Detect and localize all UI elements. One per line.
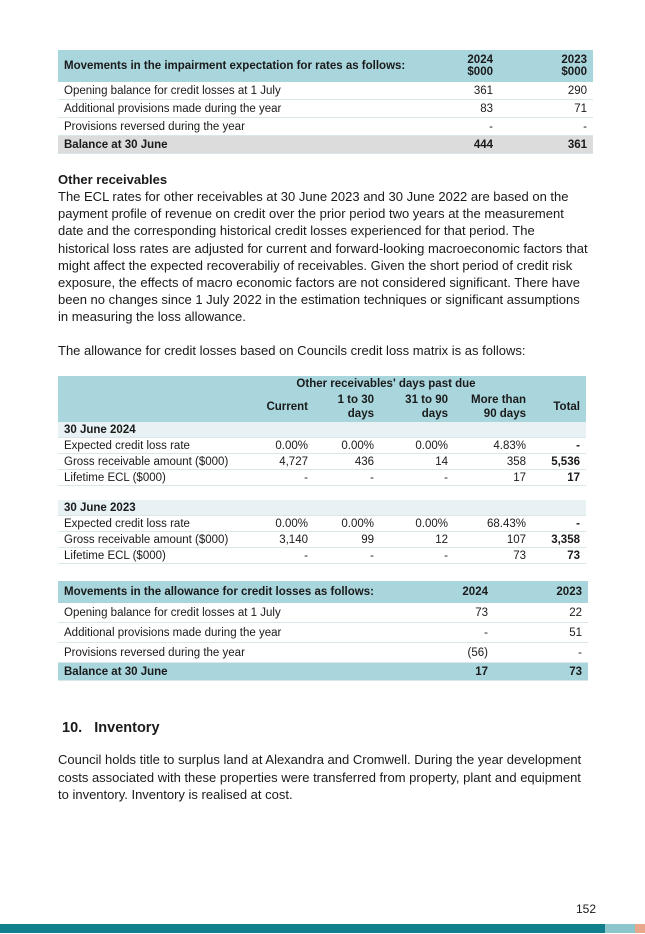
- row-label: Gross receivable amount ($000): [58, 532, 240, 548]
- section-title-2023: 30 June 2023: [58, 500, 586, 516]
- row-label: Additional provisions made during the year: [58, 623, 412, 643]
- cell-more-than-90: 4.83%: [454, 438, 532, 454]
- cell-total: 5,536: [532, 454, 586, 470]
- inventory-heading: 10. Inventory: [62, 720, 160, 736]
- impairment-rates-table: [58, 50, 593, 154]
- cell-1-to-30: 436: [314, 454, 380, 470]
- row-label: Balance at 30 June: [58, 136, 427, 154]
- value-2023: -: [494, 643, 588, 663]
- value-2024: 361: [427, 82, 499, 100]
- cell-31-to-90: 0.00%: [380, 516, 454, 532]
- cell-total: 3,358: [532, 532, 586, 548]
- header-line: 90 days: [483, 408, 526, 420]
- table-row: [58, 532, 586, 548]
- section-title-row: [58, 500, 586, 516]
- credit-loss-matrix-table: [58, 376, 586, 564]
- allowance-credit-losses-table: [58, 581, 588, 681]
- value-2024: 444: [427, 136, 499, 154]
- header-line: days: [347, 408, 374, 420]
- table-row: [58, 118, 593, 136]
- column-header-year: 2023: [561, 54, 587, 66]
- column-header-year: 2024: [467, 54, 493, 66]
- value-2023: 290: [499, 82, 593, 100]
- cell-more-than-90: 17: [454, 470, 532, 486]
- value-2023: 73: [494, 663, 588, 681]
- value-2024: 73: [412, 603, 494, 623]
- row-label: Expected credit loss rate: [58, 438, 240, 454]
- cell-31-to-90: -: [380, 470, 454, 486]
- cell-1-to-30: 0.00%: [314, 516, 380, 532]
- footer-bar-accent: [635, 924, 645, 933]
- value-2023: 361: [499, 136, 593, 154]
- table-row: [58, 100, 593, 118]
- footer-bar-light: [605, 924, 635, 933]
- row-label: Provisions reversed during the year: [58, 118, 427, 136]
- page-number: 152: [576, 902, 597, 916]
- row-label: Additional provisions made during the year: [58, 100, 427, 118]
- cell-total: -: [532, 438, 586, 454]
- value-2024: -: [427, 118, 499, 136]
- cell-current: -: [240, 548, 314, 564]
- section-title-row: [58, 422, 586, 438]
- row-label: Lifetime ECL ($000): [58, 548, 240, 564]
- other-receivables-heading: Other receivables: [58, 172, 168, 187]
- value-2023: 22: [494, 603, 588, 623]
- cell-total: -: [532, 516, 586, 532]
- cell-31-to-90: 0.00%: [380, 438, 454, 454]
- row-label: Opening balance for credit losses at 1 July: [58, 603, 412, 623]
- header-spacer: [58, 392, 240, 422]
- cell-1-to-30: 99: [314, 532, 380, 548]
- cell-1-to-30: -: [314, 470, 380, 486]
- balance-row: [58, 136, 593, 154]
- table-header-row: [58, 581, 588, 603]
- table-header-label: Movements in the impairment expectation for rates as follows:: [58, 50, 427, 82]
- table-row: [58, 516, 586, 532]
- spacer-cell: [58, 486, 586, 501]
- value-2023: 71: [499, 100, 593, 118]
- column-header-2023: 2023: [494, 581, 588, 603]
- row-label: Expected credit loss rate: [58, 516, 240, 532]
- cell-current: 4,727: [240, 454, 314, 470]
- table-row: [58, 454, 586, 470]
- table-row: [58, 623, 588, 643]
- column-header-2023: [499, 50, 593, 82]
- column-header-current: Current: [240, 392, 314, 422]
- cell-current: -: [240, 470, 314, 486]
- header-line: days: [421, 408, 448, 420]
- table-row: [58, 548, 586, 564]
- row-label: Lifetime ECL ($000): [58, 470, 240, 486]
- balance-row: [58, 663, 588, 681]
- section-title-2024: 30 June 2024: [58, 422, 586, 438]
- column-header-more-than-90: [454, 392, 532, 422]
- table-header-row: [58, 50, 593, 82]
- cell-1-to-30: -: [314, 548, 380, 564]
- table-header-row: [58, 392, 586, 422]
- cell-current: 3,140: [240, 532, 314, 548]
- column-header-2024: [427, 50, 499, 82]
- table-header-row: [58, 376, 586, 392]
- inventory-paragraph: Council holds title to surplus land at Alexandra and Cromwell. During the year development costs associated with these properties were transferred from property, plant and equipment to inventory. Inventory is realised at cost.: [58, 752, 582, 802]
- cell-more-than-90: 68.43%: [454, 516, 532, 532]
- value-2024: 83: [427, 100, 499, 118]
- cell-current: 0.00%: [240, 438, 314, 454]
- cell-more-than-90: 107: [454, 532, 532, 548]
- column-header-unit: $000: [467, 66, 493, 78]
- table-row: [58, 643, 588, 663]
- column-header-1-to-30: [314, 392, 380, 422]
- column-header-31-to-90: [380, 392, 454, 422]
- cell-1-to-30: 0.00%: [314, 438, 380, 454]
- row-label: Balance at 30 June: [58, 663, 412, 681]
- spacer-row: [58, 486, 586, 501]
- value-2023: -: [499, 118, 593, 136]
- column-header-unit: $000: [561, 66, 587, 78]
- cell-31-to-90: -: [380, 548, 454, 564]
- row-label: Gross receivable amount ($000): [58, 454, 240, 470]
- value-2024: -: [412, 623, 494, 643]
- value-2024: 17: [412, 663, 494, 681]
- cell-total: 73: [532, 548, 586, 564]
- column-header-total: Total: [532, 392, 586, 422]
- header-line: 1 to 30: [337, 394, 374, 406]
- cell-more-than-90: 73: [454, 548, 532, 564]
- value-2024: (56): [412, 643, 494, 663]
- cell-total: 17: [532, 470, 586, 486]
- footer-bar-teal: [0, 924, 605, 933]
- header-line: 31 to 90: [405, 394, 448, 406]
- cell-31-to-90: 14: [380, 454, 454, 470]
- column-header-2024: 2024: [412, 581, 494, 603]
- row-label: Opening balance for credit losses at 1 July: [58, 82, 427, 100]
- table-row: [58, 470, 586, 486]
- cell-current: 0.00%: [240, 516, 314, 532]
- value-2023: 51: [494, 623, 588, 643]
- header-spacer: [532, 376, 586, 392]
- header-spacer: [58, 376, 240, 392]
- row-label: Provisions reversed during the year: [58, 643, 412, 663]
- header-line: More than: [471, 394, 526, 406]
- table-row: [58, 603, 588, 623]
- table-row: [58, 438, 586, 454]
- footer-bar: [0, 924, 645, 933]
- table-header-label: Movements in the allowance for credit losses as follows:: [58, 581, 412, 603]
- other-receivables-paragraph: The ECL rates for other receivables at 30 June 2023 and 30 June 2022 are based on the payment profile of revenue on credit over the prior period two years at the measurement date and the corresponding historical credit losses experienced for that period. The historical loss rates are adjusted for current and forward-looking macroeconomic factors that might affect the expected recoverabiliy of receivables. Given the short period of credit risk exposure, the effects of macro economic factors are not considered significant. There have been no changes since 1 July 2022 in the estimation techniques or significant assumptions in measuring the loss allowance.: [58, 189, 588, 325]
- cell-31-to-90: 12: [380, 532, 454, 548]
- days-past-due-header: Other receivables' days past due: [240, 376, 532, 392]
- cell-more-than-90: 358: [454, 454, 532, 470]
- table-row: [58, 82, 593, 100]
- matrix-intro-text: The allowance for credit losses based on Councils credit loss matrix is as follows:: [58, 343, 526, 358]
